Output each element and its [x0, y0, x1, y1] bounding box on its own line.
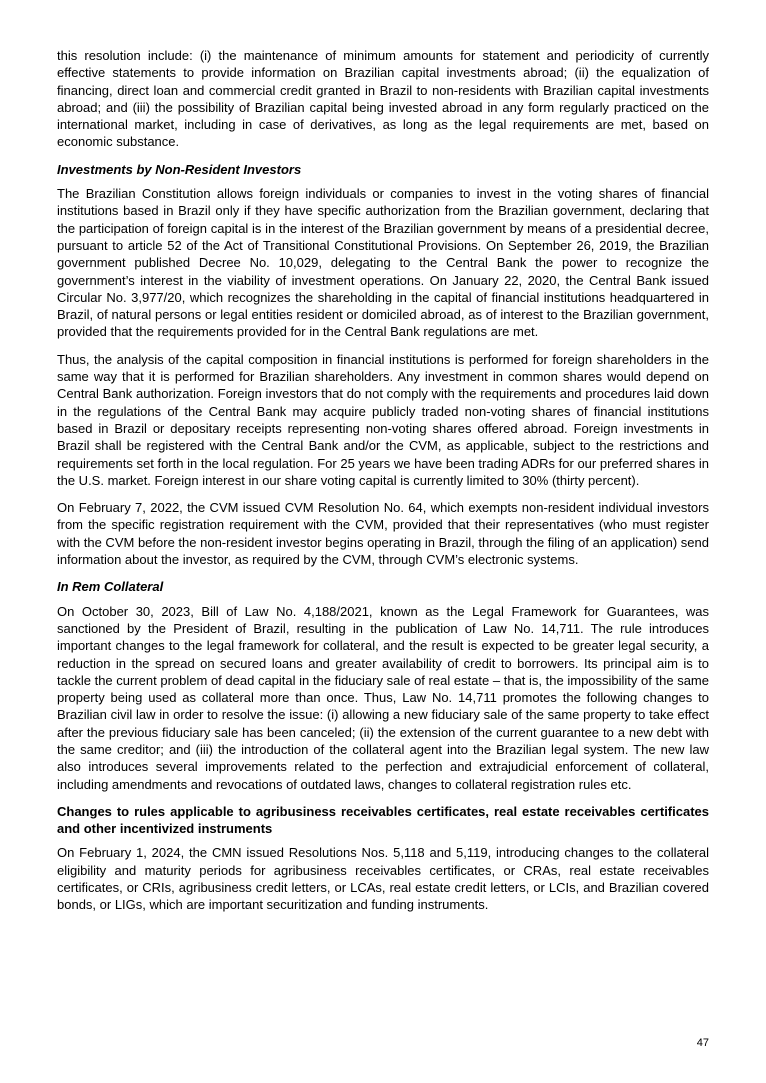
- heading-non-resident-investors: Investments by Non-Resident Investors: [57, 161, 302, 177]
- page-number: 47: [696, 1037, 709, 1049]
- paragraph-capital-composition: Thus, the analysis of the capital composition in financial institutions is performed for foreign shareholders in the same way that it is performed for Brazilian shareholders. Any investment in common shares would depend on Central Bank authorization. Foreign investors that do not comply with the requirements and procedures laid down in the regulations of the Central Bank may acquire publicly traded non-voting shares of financial institutions based in Brazil or depositary receipts representing non-voting shares offered abroad. Foreign investments in Brazil shall be registered with the Central Bank and/or the CVM, as applicable, subject to the restrictions and requirements set forth in the local regulation. For 25 years we have been trading ADRs for our preferred shares in the U.S. market. Foreign interest in our share voting capital is currently limited to 30% (thirty percent).: [57, 351, 709, 488]
- document-page: [57, 47, 709, 924]
- paragraph-cvm-resolution: On February 7, 2022, the CVM issued CVM Resolution No. 64, which exempts non-resident individual investors from the specific registration requirement with the CVM, provided that their representatives (who must register with the CVM before the non-resident investor begins operating in Brazil, through the filing of an application) send information about the investor, as required by the CVM, through CVM’s electronic systems.: [57, 500, 709, 568]
- heading-agribusiness-receivables: Changes to rules applicable to agribusiness receivables certificates, real estate receivables certificates and other incentivized instruments: [57, 803, 709, 837]
- paragraph-resolution-continued: this resolution include: (i) the maintenance of minimum amounts for statement and periodicity of currently effective statements to provide information on Brazilian capital investments abroad; (ii) the equalization of financing, direct loan and commercial credit granted in Brazil to non-residents with Brazilian capital investments abroad; and (iii) the possibility of Brazilian capital being invested abroad in any form regularly practiced on the international market, including in case of derivatives, as long as the legal requirements are met, based on economic substance.: [57, 48, 709, 150]
- paragraph-brazilian-constitution: The Brazilian Constitution allows foreign individuals or companies to invest in the voting shares of financial institutions based in Brazil only if they have specific authorization from the Brazilian government, declaring that the participation of foreign capital is in the interest of the Brazilian government by means of a presidential decree, pursuant to article 52 of the Act of Transitional Constitutional Provisions. On September 26, 2019, the Brazilian government published Decree No. 10,029, delegating to the Central Bank the power to recognize the government’s interest in the viability of investment operations. On January 22, 2020, the Central Bank issued Circular No. 3,977/20, which recognizes the shareholding in the capital of financial institutions headquartered in Brazil, of natural persons or legal entities resident or domiciled abroad, as of interest to the Brazilian government, provided that the requirements provided for in the Central Bank regulations are met.: [57, 186, 709, 340]
- heading-in-rem-collateral: In Rem Collateral: [57, 579, 164, 595]
- paragraph-cmn-resolutions: On February 1, 2024, the CMN issued Resolutions Nos. 5,118 and 5,119, introducing changes to the collateral eligibility and maturity periods for agribusiness receivables certificates, or CRAs, real estate receivables certificates, or CRIs, agribusiness credit letters, or LCAs, real estate credit letters, or LCIs, and Brazilian covered bonds, or LIGs, which are important securitization and funding instruments.: [57, 845, 709, 913]
- paragraph-legal-framework-guarantees: On October 30, 2023, Bill of Law No. 4,188/2021, known as the Legal Framework for Guarantees, was sanctioned by the President of Brazil, resulting in the publication of Law No. 14,711. The rule introduces important changes to the legal framework for collateral, and the result is expected to be greater legal security, a reduction in the spread on secured loans and greater availability of credit to borrowers. Its principal aim is to tackle the current problem of dead capital in the fiduciary sale of real estate – that is, the impossibility of the same property being used as collateral more than once. Thus, Law No. 14,711 promotes the following changes to Brazilian civil law in order to resolve the issue: (i) allowing a new fiduciary sale of the same property to take effect after the previous fiduciary sale has been canceled; (ii) the extension of the current guarantee to a new debt with the same creditor; and (iii) the introduction of the collateral agent into the Brazilian legal system. The new law also introduces several improvements related to the perfection and extrajudicial enforcement of collateral, including amendments and revocations of outdated laws, changes to collateral registration rules etc.: [57, 603, 709, 792]
